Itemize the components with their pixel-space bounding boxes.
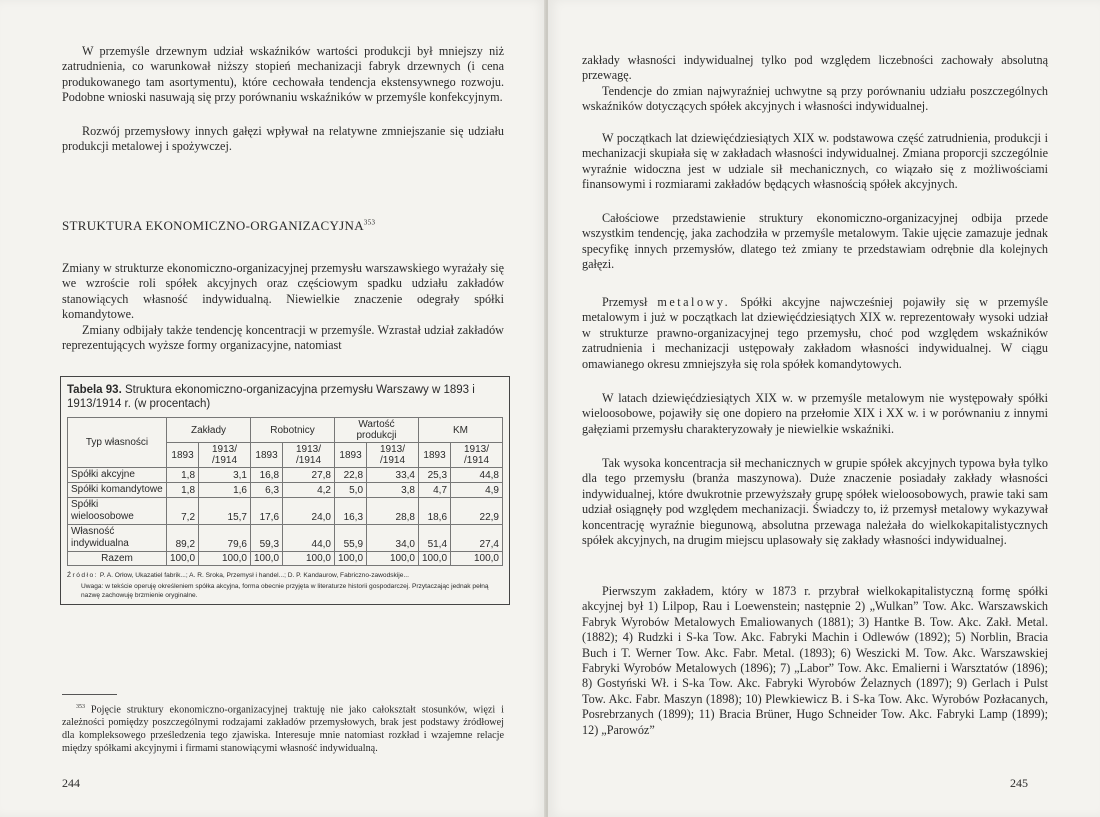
table-cell: 55,9: [335, 525, 367, 552]
table-row: [68, 525, 503, 552]
year-header: 1913/ /1914: [367, 443, 419, 468]
year-header: 1893: [167, 443, 199, 468]
table-cell: 100,0: [419, 552, 451, 566]
table-cell: 100,0: [251, 552, 283, 566]
table-cell: 3,8: [367, 483, 419, 498]
table-cell: 4,7: [419, 483, 451, 498]
table-cell: 100,0: [367, 552, 419, 566]
table-cell: 59,3: [251, 525, 283, 552]
year-header: 1893: [335, 443, 367, 468]
group-header: Robotnicy: [251, 418, 335, 443]
table-cell: 100,0: [167, 552, 199, 566]
data-table: [67, 417, 503, 566]
left-paragraph-1: W przemyśle drzewnym udział wskaźników wartości produkcji był mniejszy niż zatrudnienia, co warunkował niższy stopień mechanizacji fabryk drzewnych (i cena produkowanego tam asortymentu), które cechowała tendencja ekstensywnego rozwoju. Podobne wnioski nasuwają się przy porównaniu wskaźników w przemyśle konfekcyjnym.: [62, 44, 504, 105]
year-header: 1913/ /1914: [451, 443, 503, 468]
table-cell: 100,0: [199, 552, 251, 566]
right-paragraph-6: W latach dziewięćdziesiątych XIX w. w przemyśle metalowym nie występowały spółki wieloosobowe, pojawiły się one dopiero na przełomie XIX i XX w. i w porównaniu z innymi gałęziami przemysłu charakteryzowały je niewielkie wskaźniki.: [582, 391, 1048, 436]
left-paragraph-3: Zmiany w strukturze ekonomiczno-organizacyjnej przemysłu warszawskiego wyrażały się we wzroście roli spółek akcyjnych oraz częściowym spadku udziału zakładów stanowiących własność indywidualną. Niewielkie znaczenie odegrały spółki komandytowe.: [62, 261, 504, 322]
group-header: KM: [419, 418, 503, 443]
year-header: 1893: [419, 443, 451, 468]
table-cell: 44,8: [451, 468, 503, 483]
table-cell: 15,7: [199, 498, 251, 525]
right-paragraph-1: zakłady własności indywidualnej tylko pod względem liczebności zachowały absolutną przewagę.: [582, 53, 1048, 83]
source-label: Źródło:: [67, 572, 99, 579]
table-cell: 22,9: [451, 498, 503, 525]
table-cell: 100,0: [283, 552, 335, 566]
table-cell: 1,6: [199, 483, 251, 498]
table-cell: 16,3: [335, 498, 367, 525]
row-label: Razem: [68, 552, 167, 566]
table-cell: 3,1: [199, 468, 251, 483]
table-cell: 24,0: [283, 498, 335, 525]
table-cell: 33,4: [367, 468, 419, 483]
footnote-reference: 353: [363, 218, 376, 227]
footnote: [62, 701, 504, 756]
table-cell: 1,8: [167, 468, 199, 483]
right-paragraph-8: Pierwszym zakładem, który w 1873 r. przybrał wielkokapitalistyczną formę spółki akcyjnej był 1) Lilpop, Rau i Loewenstein; następnie 2) „Wulkan” Tow. Akc. Warszawskich Fabryk Wyrobów Metalowych Emaliowanych (1881); 3) Hantke B. Tow. Akc. Zakł. Metal. (1882); 4) Rudzki i S-ka Tow. Akc. Fabryki Machin i Odlewów (1892); 5) Norblin, Bracia Buch i T. Werner Tow. Akc. Fabr. Metal. (1893); 6) Weszicki M. Tow. Akc. Warszawskiej Fabryki Wyrobów Metalowych (1896); 7) „Labor” Tow. Akc. Emalierni i Warsztatów (1896); 8) Gostyński Wł. i S-ka Tow. Akc. Fabryki Wyrobów Żelaznych (1897); 9) Gerlach i Pulst Tow. Akc. Fabr. Maszyn (1898); 10) Plewkiewicz B. i S-ka Tow. Akc. Wyrobów Pozłacanych, Posrebrzanych (1899); 11) Bracia Brüner, Hugo Schneider Tow. Akc. Fabryki Lamp (1899); 12) „Parowóz”: [582, 584, 1048, 737]
table-row: [68, 468, 503, 483]
year-header: 1893: [251, 443, 283, 468]
table-cell: 1,8: [167, 483, 199, 498]
table-total-row: [68, 552, 503, 566]
table-cell: 28,8: [367, 498, 419, 525]
table-cell: 27,4: [451, 525, 503, 552]
page-number-right: 245: [1010, 776, 1028, 790]
table-cell: 89,2: [167, 525, 199, 552]
table-cell: 18,6: [419, 498, 451, 525]
table-cell: 7,2: [167, 498, 199, 525]
footnote-text: Pojęcie struktury ekonomiczno-organizacyjnej traktuję nie jako całokształt stosunków, więzi i zależności pomiędzy poszczególnymi rodzajami zakładów przemysłowych, brak jest podstawy źródłowej dla kompleksowego prześledzenia tego zjawiska. Interesuje mnie natomiast rozkład i wzajemne relacje między spółkami akcyjnymi i firmami stanowiącymi własność indywidualną.: [62, 704, 504, 754]
page-number-left: 244: [62, 776, 80, 790]
table-cell: 27,8: [283, 468, 335, 483]
paragraph-body: Spółki akcyjne najwcześniej pojawiły się w przemyśle metalowym i już w początkach lat dziewięćdziesiątych XIX w. reprezentowały wysoki udział w strukturze prawno-organizacyjnej tego przemysłu, choć pod względem wskaźników zatrudnienia i mechanizacji ustępowały zakładom własności indywidualnej. W ciągu omawianego okresu zmniejszyła się rola spółek komandytowych.: [582, 295, 1049, 371]
table-93: [60, 376, 510, 605]
table-cell: 22,8: [335, 468, 367, 483]
row-label: Spółki komandytowe: [68, 483, 167, 498]
table-cell: 100,0: [451, 552, 503, 566]
table-title: [67, 383, 503, 411]
group-header: Zakłady: [167, 418, 251, 443]
left-page: [0, 0, 546, 817]
section-heading-text: STRUKTURA EKONOMICZNO-ORGANIZACYJNA: [62, 218, 364, 233]
table-cell: 16,8: [251, 468, 283, 483]
table-row: [68, 498, 503, 525]
year-header: 1913/ /1914: [283, 443, 335, 468]
table-caption: Struktura ekonomiczno-organizacyjna przemysłu Warszawy w 1893 i 1913/1914 r. (w procentach): [67, 384, 475, 410]
table-note: Uwaga: w tekście operuję określeniem spółka akcyjna, forma obecnie przyjęta w literaturze historii gospodarczej. Przytaczając jednak pełną nazwę zachowuję brzmienie oryginalne.: [81, 583, 489, 599]
right-paragraph-2: Tendencje do zmian najwyraźniej uchwytne są przy porównaniu udziału poszczególnych wskaźników dotyczących spółek akcyjnych i własności indywidualnej.: [582, 84, 1048, 114]
table-cell: 5,0: [335, 483, 367, 498]
table-cell: 100,0: [335, 552, 367, 566]
branch-name: metalowy.: [657, 295, 731, 309]
right-paragraph-7: Tak wysoka koncentracja sił mechanicznych w grupie spółek akcyjnych typowa była tylko dla tego przemysłu (branża maszynowa). Duże znaczenie posiadały zakłady własności indywidualnej, które dwukrotnie przewyższały grupę spółek wieloosobowych, prawie taki sam udział osiągnęły pod względem mechanizacji. Świadczy to, iż przemysł metalowy wykazywał koncentrację wyraźnie biegunową, absolutna przewaga należała do wielkokapitalistycznych spółek akcyjnych, na drugim miejscu uplasowały się zakłady własności indywidualnej.: [582, 456, 1048, 548]
source-text: P. A. Orłow, Ukazatiel fabrik...; A. R. Sroka, Przemysł i handel...; D. P. Kandaurow, Fabriczno-zawodskije...: [99, 572, 409, 579]
branch-prefix: Przemysł: [602, 295, 648, 309]
left-paragraph-4: Zmiany odbijały także tendencję koncentracji w przemyśle. Wzrastał udział zakładów reprezentujących wyższe formy organizacyjne, natomiast: [62, 323, 504, 353]
right-page: [548, 0, 1100, 817]
table-cell: 4,2: [283, 483, 335, 498]
table-cell: 34,0: [367, 525, 419, 552]
table-cell: 44,0: [283, 525, 335, 552]
row-label: Spółki akcyjne: [68, 468, 167, 483]
table-label: Tabela 93.: [67, 384, 122, 396]
group-header: Wartość produkcji: [335, 418, 419, 443]
table-cell: 17,6: [251, 498, 283, 525]
footnote-number: 353: [76, 704, 85, 710]
table-source: [67, 571, 503, 580]
left-paragraph-2: Rozwój przemysłowy innych gałęzi wpływał na relatywne zmniejszanie się udziału produkcji metalowej i spożywczej.: [62, 124, 504, 154]
row-label: Własność indywidualna: [68, 525, 167, 552]
table-cell: 25,3: [419, 468, 451, 483]
year-header: 1913/ /1914: [199, 443, 251, 468]
table-row: [68, 483, 503, 498]
column-header-type: Typ własności: [68, 418, 167, 468]
table-cell: 79,6: [199, 525, 251, 552]
table-cell: 6,3: [251, 483, 283, 498]
table-cell: 51,4: [419, 525, 451, 552]
right-paragraph-3: W początkach lat dziewięćdziesiątych XIX w. podstawowa część zatrudnienia, produkcji i mechanizacji skupiała się w zakładach własności indywidualnej. Zmiana proporcji szczególnie wyraźnie widoczna jest w udziale sił mechanicznych, co wiązało się z możliwościami finansowymi i rozmiarami zakładów będących własnością spółek akcyjnych.: [582, 131, 1048, 192]
row-label: Spółki wieloosobowe: [68, 498, 167, 525]
table-cell: 4,9: [451, 483, 503, 498]
footnote-divider: [62, 694, 117, 695]
right-paragraph-4: Całościowe przedstawienie struktury ekonomiczno-organizacyjnej odbija przede wszystkim tendencję, jaka zachodziła w przemyśle metalowym. Takie ujęcie zamazuje jednak specyfikę innych przemysłów, dlatego też zmiany te przedstawiam odrębnie dla kolejnych gałęzi.: [582, 211, 1048, 272]
right-paragraph-5: [582, 295, 1048, 372]
section-heading: [62, 218, 375, 234]
